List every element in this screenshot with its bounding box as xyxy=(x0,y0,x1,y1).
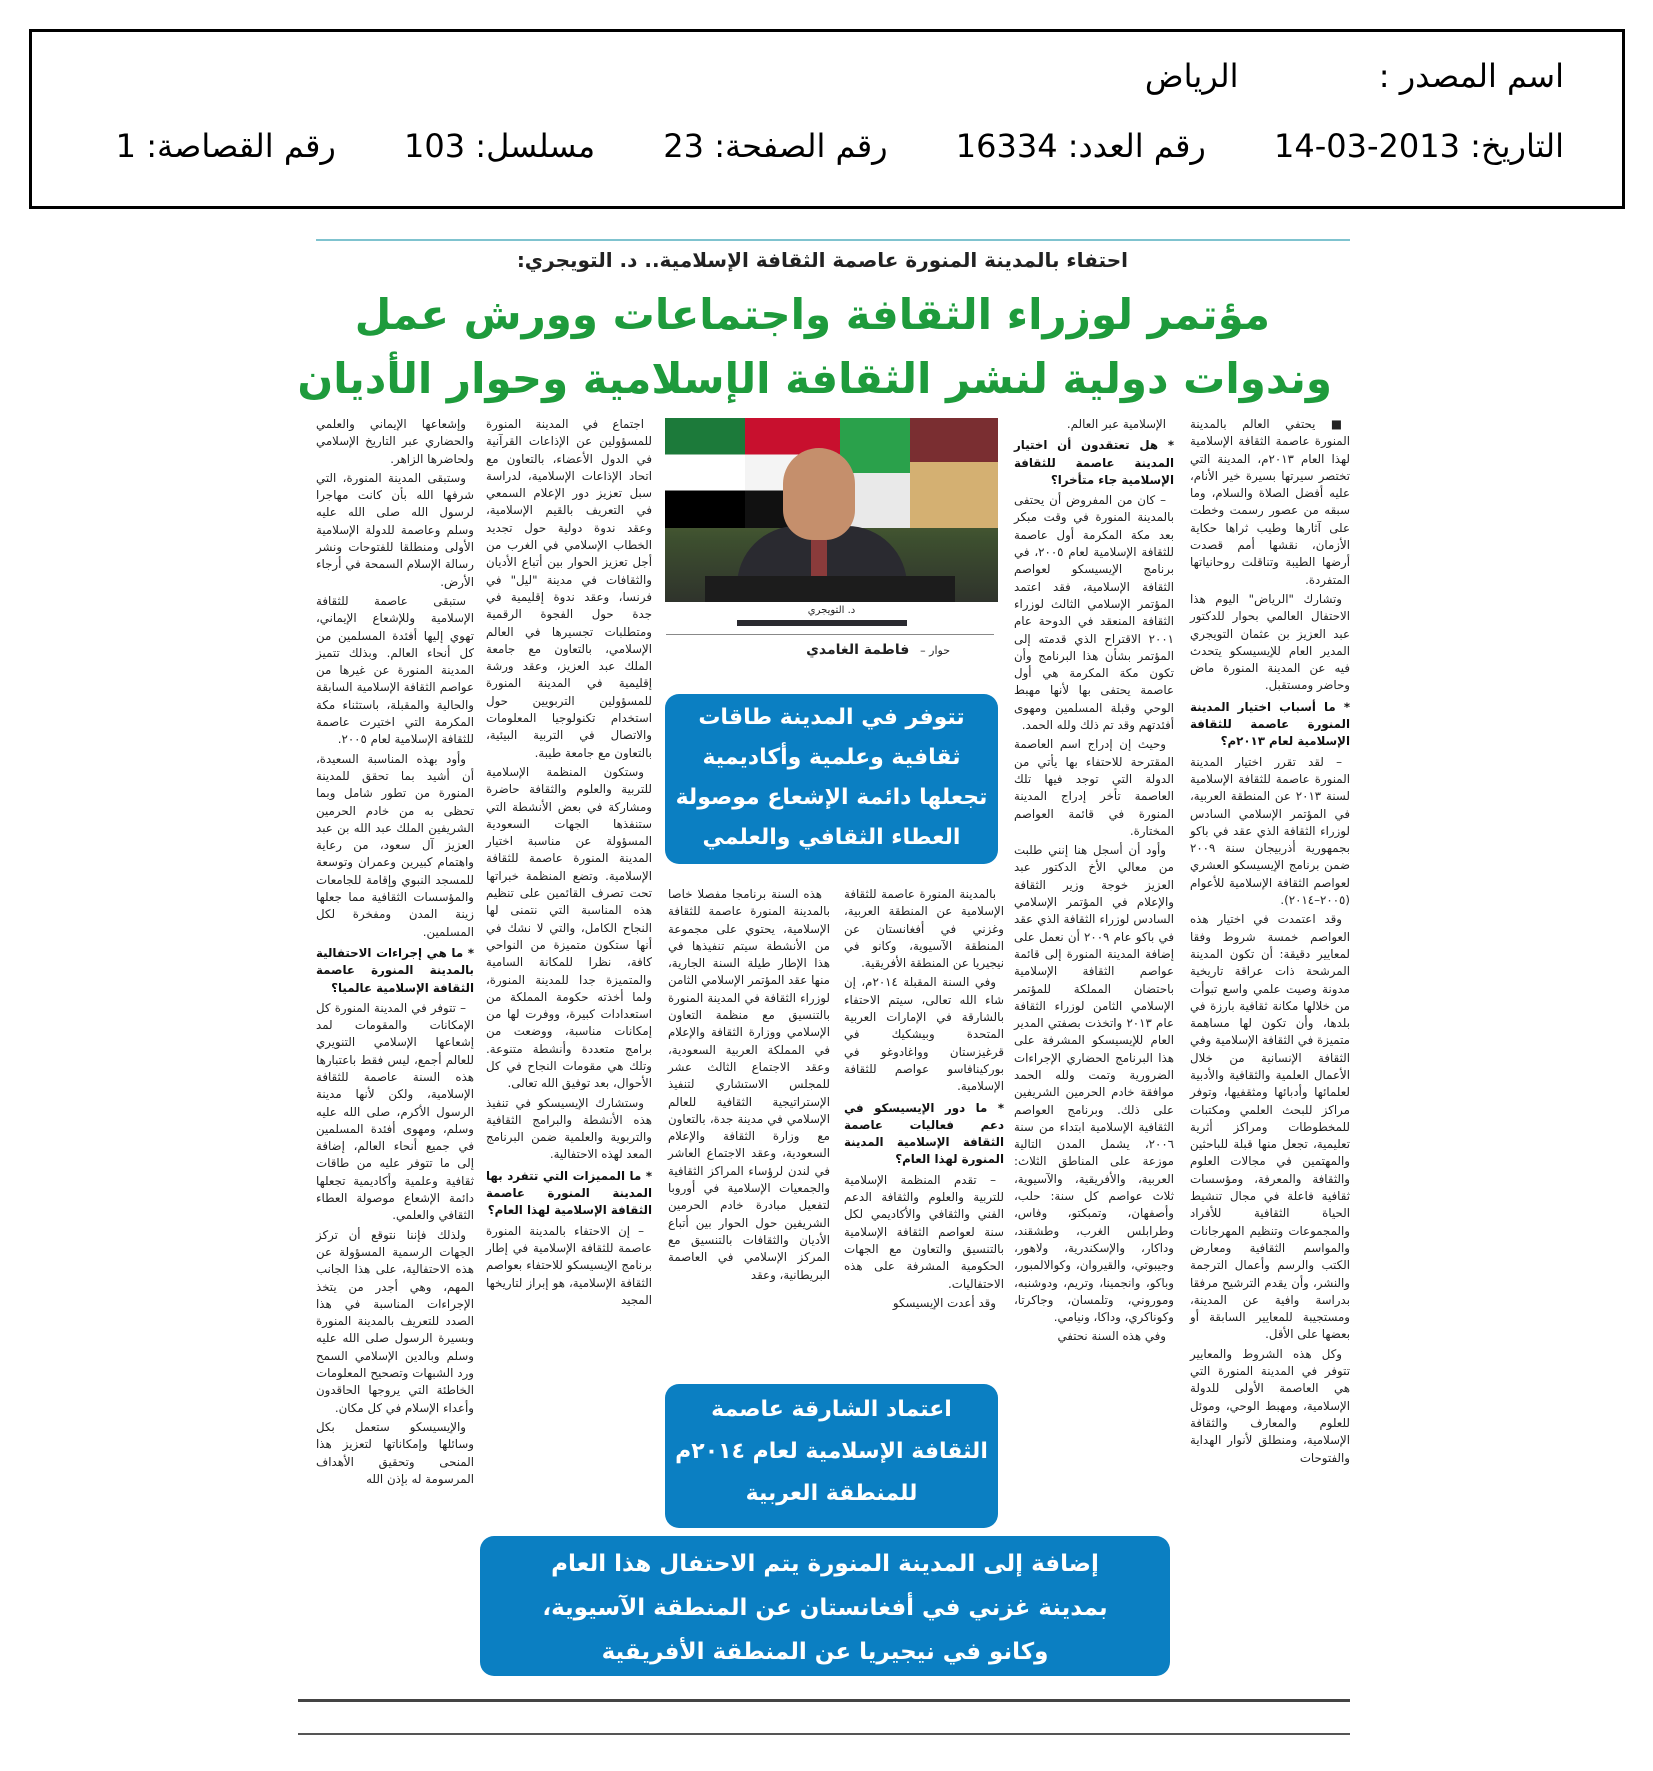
paragraph: وحيث إن إدراج اسم العاصمة المقترحة للاحتفاء بها يأتي من الدولة التي توجد فيها تلك العاصمة تأخر إدراج المدينة المنورة في قائمة العواصم المختارة. xyxy=(1014,737,1174,838)
pull-quote-1 xyxy=(665,694,998,864)
pull-quote-line: إضافة إلى المدينة المنورة يتم الاحتفال هذا العام xyxy=(551,1551,1099,1577)
paragraph: – لقد تقرر اختيار المدينة المنورة عاصمة للثقافة الإسلامية لسنة ٢٠١٣ عن المنطقة العربية، في المؤتمر الإسلامي السادس لوزراء الثقافة الذي عقد في باكو بجمهورية أذربيجان سنة ٢٠٠٩ ضمن برنامج الإيسيسكو العشري لعواصم الثقافة الإسلامية للأعوام (٢٠٠٥–٢٠١٤). xyxy=(1190,754,1350,908)
pull-quote-2 xyxy=(665,1384,998,1528)
page-label: رقم الصفحة: xyxy=(714,127,888,165)
article-photo xyxy=(665,418,998,620)
clipping-metadata-box xyxy=(29,29,1625,209)
issue-field xyxy=(946,127,1206,165)
flag-image xyxy=(910,418,998,528)
paragraph: ستبقى عاصمة للثقافة الإسلامية وللإشعاع الإيماني، تهوي إليها أفئدة المسلمين من كل أنحاء العالم. وبذلك تتميز المدينة المنورة عن غيرها من عواصم الثقافة الإسلامية السابقة والحالية والمقبلة، باستثناء مكة المكرمة التي اختيرت عاصمة للثقافة الإسلامية لعام ٢٠٠٥. xyxy=(316,593,474,747)
paragraph: – إن الاحتفاء بالمدينة المنورة عاصمة للثقافة الإسلامية في إطار برنامج الإيسيسكو للاحتفاء بعواصم الثقافة الإسلامية، هو إبراز لتاريخها المجيد xyxy=(486,1223,652,1307)
paragraph: وفي السنة المقبلة ٢٠١٤م، إن شاء الله تعالى، سيتم الاحتفاء بالشارقة في الإمارات العربية المتحدة وبيشكيك في قرغيزستان وواغادوغو في بوركينافاسو عواصم للثقافة الإسلامية. xyxy=(844,975,1004,1094)
page-value: 23 xyxy=(663,127,705,165)
interview-question: * ما هي إجراءات الاحتفالية بالمدينة المنورة عاصمة الثقافة الإسلامية عالميا؟ xyxy=(316,945,474,995)
article-kicker: احتفاء بالمدينة المنورة عاصمة الثقافة الإسلامية.. د. التويجري: xyxy=(516,248,1128,272)
pull-quote-line: اعتماد الشارقة عاصمة xyxy=(711,1397,952,1422)
top-rule xyxy=(316,239,1350,241)
issue-value: 16334 xyxy=(955,127,1058,165)
paragraph: وقد اعتمدت في اختيار هذه العواصم خمسة شروط وفقا لمعايير دقيقة: أن تكون المدينة المرشحة ذات عراقة تاريخية مدونة وصيت علمي واسع تبوأت من خلالها مكانة ثقافية بارزة في بلدها، وأن تكون لها مساهمة متميزة في الثقافة الإسلامية وفي الثقافة الإنسانية من خلال الأعمال العلمية والثقافية والأدبية لعلمائها وأدبائها ومثقفيها، وتوفر مراكز للبحث العلمي ومكتبات للمخطوطات ومراكز أثرية تعليمية، تجعل منها قبلة للباحثين والمهتمين في مجالات العلوم والثقافة والمعرفة، ومؤسسات ثقافية فاعلة في مجال تنشيط الحياة الثقافية للأفراد والمجموعات وتنظيم المهرجانات والمواسم الثقافية ومعارض الكتب والرسم وأعمال الترجمة والنشر، وأن يقدم الترشيح مرفقا بدراسة وافية عن المدينة، ومستجيبة للمعايير السابقة أو بعضها على الأقل. xyxy=(1190,912,1350,1342)
paragraph: اجتماع في المدينة المنورة للمسؤولين عن الإذاعات القرآنية في الدول الأعضاء، بالتعاون مع اتحاد الإذاعات الإسلامية، لدراسة سبل تعزيز دور الإعلام السمعي في التعريف بالقيم الإسلامية، وعقد ندوة دولية حول تجديد الخطاب الإسلامي في الغرب من أجل تعزيز الحوار بين أتباع الأديان والثقافات في مدينة "ليل" في فرنسا، وعقد ندوة إقليمية في جدة حول الفجوة الرقمية ومتطلبات تجسيرها في العالم الإسلامي، بالتعاون مع جامعة الملك عبد العزيز، وعقد ورشة إقليمية في المدينة المنورة للمسؤولين التربويين حول استخدام تكنولوجيا المعلومات والاتصال في التربية البيئية، بالتعاون مع جامعة طيبة. xyxy=(486,417,652,760)
source-value: الرياض xyxy=(1144,57,1239,95)
interview-question: * هل تعتقدون أن اختيار المدينة عاصمة للثقافة الإسلامية جاء متأخرا؟ xyxy=(1014,438,1174,487)
article-column-2 xyxy=(1014,416,1174,1696)
date-label: التاريخ: xyxy=(1470,127,1564,165)
paragraph: وستشارك الإيسيسكو في تنفيذ هذه الأنشطة والبرامج الثقافية والتربوية والعلمية ضمن البرنامج المعد لهذه الاحتفالية. xyxy=(486,1095,652,1162)
paragraph: هذه السنة برنامجا مفصلا خاصا بالمدينة المنورة عاصمة للثقافة الإسلامية، يحتوي على مجموعة من الأنشطة سيتم تنفيذها في هذا الإطار طيلة السنة الجارية، منها عقد المؤتمر الإسلامي الثامن لوزراء الثقافة في المدينة المنورة بالتنسيق مع منظمة التعاون الإسلامي ووزارة الثقافة والإعلام في المملكة العربية السعودية، وعقد الاجتماع الثالث عشر للمجلس الاستشاري لتنفيذ الإستراتيجية الثقافية للعالم الإسلامي في مدينة جدة، بالتعاون مع وزارة الثقافة والإعلام السعودية، وعقد الاجتماع العاشر في لندن لرؤساء المراكز الثقافية والجمعيات الإسلامية في أوروبا لتفعيل مبادرة خادم الحرمين الشريفين حول الحوار بين أتباع الأديان والثقافات بالتنسيق مع المركز الإسلامي في العاصمة البريطانية، وعقد xyxy=(668,887,830,1282)
clip-edge-rule xyxy=(298,1733,1350,1735)
paragraph: وتشارك "الرياض" اليوم هذا الاحتفال العالمي بحوار للدكتور عبد العزيز بن عثمان التويجري المدير العام للإيسيسكو يتحدث فيه عن المدينة المنورة ماض وحاضر ومستقبل. xyxy=(1190,591,1350,693)
date-field xyxy=(1264,127,1564,165)
source-line xyxy=(1145,57,1564,95)
paragraph: وإشعاعها الإيماني والعلمي والحضاري عبر التاريخ الإسلامي ولحاضرها الزاهر. xyxy=(316,417,474,466)
paragraph: ولذلك فإننا نتوقع أن تركز الجهات الرسمية المسؤولة عن هذه الاحتفالية، على هذا الجانب المهم، وهي أجدر من يتخذ الإجراءات المناسبة في هذا الصدد للتعريف بالمدينة المنورة وبسيرة الرسول صلى الله عليه وسلم وبالدين الإسلامي السمح ورد الشبهات وتصحيح المعلومات الخاطئة التي يروجها الحاقدون وأعداء الإسلام في كل مكان. xyxy=(316,1227,474,1415)
article-column-6 xyxy=(316,416,474,1696)
headline-line-1: مؤتمر لوزراء الثقافة واجتماعات وورش عمل xyxy=(354,290,1270,339)
paragraph: وكل هذه الشروط والمعايير تتوفر في المدينة المنورة التي هي العاصمة الأولى للدولة الإسلامية، ومهبط الوحي، وموئل للعلوم والمعارف والثقافة الإسلامية، ومنطلق لأنوار الهداية والفتوحات xyxy=(1190,1346,1350,1465)
paragraph: وستبقى المدينة المنورة، التي شرفها الله بأن كانت مهاجرا لرسول الله صلى الله عليه وسلم وعاصمة للدولة الإسلامية الأولى ومنطلقا للفتوحات ونشر رسالة الإسلام السمحة في أرجاء الأرض. xyxy=(316,470,474,589)
article-column-4 xyxy=(668,886,830,1282)
article-column-1 xyxy=(1190,416,1350,1696)
interview-question: * ما أسباب اختيار المدينة المنورة عاصمة للثقافة الإسلامية لعام ٢٠١٣م؟ xyxy=(1190,699,1350,749)
paragraph: – كان من المفروض أن يحتفى بالمدينة المنورة في وقت مبكر بعد مكة المكرمة أول عاصمة للثقافة الإسلامية لعام ٢٠٠٥، في برنامج الإيسيسكو لعواصم الثقافة الإسلامية، فقد اعتمد المؤتمر الإسلامي الثالث لوزراء الثقافة المنعقد في الدوحة عام ٢٠٠١ الاقتراح الذي قدمته إلى المؤتمر بشأن هذا البرنامج وأن تكون مكة المكرمة هي أول عاصمة يحتفى بها لأنها مهبط الوحي وقبلة المسلمين ومهوى أفئدتهم وقد تم ذلك ولله الحمد. xyxy=(1014,493,1175,733)
paragraph: وقد أعدت الإيسيسكو xyxy=(892,1295,996,1310)
serial-field xyxy=(394,127,595,165)
page-field xyxy=(653,127,887,165)
article-column-3 xyxy=(844,886,1004,1310)
pull-quote-line: العطاء الثقافي والعلمي xyxy=(702,825,961,850)
paragraph: بالمدينة المنورة عاصمة للثقافة الإسلامية عن المنطقة العربية، وغزني في أفغانستان عن المنطقة الآسيوية، وكانو في نيجيريا عن المنطقة الأفريقية. xyxy=(844,887,1004,971)
interview-question: * ما دور الإيسيسكو في دعم فعاليات عاصمة الثقافة الإسلامية المدينة المنورة لهذا العام؟ xyxy=(844,1100,1004,1167)
paragraph: وستكون المنظمة الإسلامية للتربية والعلوم والثقافة حاضرة ومشاركة في بعض الأنشطة التي ستنفذها الجهات السعودية المسؤولة عن مناسبة اختيار المدينة المنورة عاصمة للثقافة الإسلامية. وتضع المنظمة خبراتها تحت تصرف القائمين على تنظيم هذه المناسبة التي نتمنى لها النجاح الكامل، والتي لا نشك في أنها ستكون متميزة من النواحي كافة، نظرا للمكانة السامية والمتميزة جدا للمدينة المنورة، ولما أخذته حكومة المملكة من استعدادات كبيرة، ووفرت لها من إمكانات مناسبة، ووضعت من برامج متعددة وأنشطة متنوعة. وتلك هي مقومات النجاح في كل الأحوال، بعد توفيق الله تعالى. xyxy=(486,764,652,1091)
source-label: اسم المصدر : xyxy=(1378,57,1564,95)
paragraph: وأود بهذه المناسبة السعيدة، أن أشيد بما تحقق للمدينة المنورة من تطور شامل وبما تحظى به من خادم الحرمين الشريفين الملك عبد الله بن عبد العزيز آل سعود، من رعاية واهتمام كبيرين وعمران وتوسعة للمسجد النبوي وإقامة للجامعات والمؤسسات الثقافية مما جعلها زينة المدن ومفخرة لكل المسلمين. xyxy=(316,751,474,939)
paragraph: الإسلامية عبر العالم. xyxy=(1066,417,1166,431)
paragraph: – تقدم المنظمة الإسلامية للتربية والعلوم والثقافة الدعم الفني والثقافي والأكاديمي لكل سنة لعواصم الثقافة الإسلامية بالتنسيق والتعاون مع الجهات الحكومية المشرفة على هذه الاحتفاليات. xyxy=(844,1172,1004,1291)
details-line xyxy=(116,127,1564,165)
pull-quote-3 xyxy=(480,1536,1170,1676)
pull-quote-line: وكانو في نيجيريا عن المنطقة الأفريقية xyxy=(601,1639,1049,1665)
speaker-head xyxy=(783,448,855,540)
pull-quote-line: ثقافية وعلمية وأكاديمية xyxy=(702,745,961,770)
paragraph: والإيسيسكو ستعمل بكل وسائلها وإمكاناتها لتعزيز هذا المنحى وتحقيق الأهداف المرسومة له بإذن الله xyxy=(316,1419,474,1486)
issue-label: رقم العدد: xyxy=(1067,127,1206,165)
byline-prefix: حوار – xyxy=(920,644,950,657)
bottom-rule xyxy=(298,1699,1350,1702)
paragraph: وأود أن أسجل هنا إنني طلبت من معالي الأخ الدكتور عبد العزيز خوجة وزير الثقافة والإعلام في المؤتمر الإسلامي السادس لوزراء الثقافة الذي عقد في باكو عام ٢٠٠٩ أن نعمل على إضافة المدينة المنورة إلى قائمة عواصم الثقافة الإسلامية باحتضان المملكة للمؤتمر الإسلامي الثامن لوزراء الثقافة عام ٢٠١٣ واتخذت بصفتي المدير العام للإيسيسكو المشرفة على هذا البرنامج الحضاري الإجراءات الضرورية وتمت ولله الحمد موافقة خادم الحرمين الشريفين على ذلك. وبرنامج العواصم الثقافية الإسلامية ابتداء من سنة ٢٠٠٦، يشمل المدن التالية موزعة على المناطق الثلاث: العربية، والأفريقية، والآسيوية، ثلاث عواصم كل سنة: حلب، وأصفهان، وتمبكتو، وفاس، وطرابلس الغرب، وطشقند، وداكار، والإسكندرية، ولاهور، وجيبوتي، والقيروان، وكوالالمبور، وباكو، وانجمينا، وتريم، ودوشنبه، وموروني، وتلمسان، وجاكرتا، وكوناكري، وداكا، ونيامي. xyxy=(1014,843,1174,1325)
interview-question: * ما المميزات التي تتفرد بها المدينة المنورة عاصمة الثقافة الإسلامية لهذا العام؟ xyxy=(486,1168,652,1218)
article-column-5 xyxy=(486,416,652,1696)
flag-image xyxy=(665,418,745,528)
clip-field xyxy=(116,127,336,165)
serial-value: 103 xyxy=(404,127,466,165)
pull-quote-line: للمنطقة العربية xyxy=(745,1481,918,1506)
byline xyxy=(806,642,950,658)
clip-label: رقم القصاصة: xyxy=(146,127,336,165)
paragraph: – تتوفر في المدينة المنورة كل الإمكانات والمقومات لمد إشعاعها الإسلامي التنويري للعالم أجمع، ليس فقط باعتبارها هذه السنة عاصمة للثقافة الإسلامية، ولكن لأنها مدينة الرسول الأكرم، صلى الله عليه وسلم، ومهوى أفئدة المسلمين في جميع أنحاء العالم، إضافة إلى ما تتوفر عليه من طاقات ثقافية وعلمية وأكاديمية تجعلها دائمة الإشعاع موصولة العطاء الثقافي والعلمي. xyxy=(316,1000,474,1223)
byline-rule xyxy=(666,634,994,635)
byline-name: فاطمة الغامدي xyxy=(806,642,910,658)
headline-line-2: وندوات دولية لنشر الثقافة الإسلامية وحوار الأديان xyxy=(297,354,1332,403)
pull-quote-line: تتوفر في المدينة طاقات xyxy=(698,705,965,730)
clip-value: 1 xyxy=(115,127,137,165)
pull-quote-line: بمدينة غزني في أفغانستان عن المنطقة الآسيوية، xyxy=(542,1595,1108,1621)
newspaper-clipping xyxy=(298,236,1350,1706)
paragraph: وفي هذه السنة نحتفي xyxy=(1057,1329,1166,1344)
pull-quote-line: تجعلها دائمة الإشعاع موصولة xyxy=(675,785,988,810)
photo-caption: د. التويجري xyxy=(665,602,998,620)
date-value: 2013-03-14 xyxy=(1274,127,1460,165)
paragraph: ■ يحتفي العالم بالمدينة المنورة عاصمة الثقافة الإسلامية لهذا العام ٢٠١٣م، المدينة التي تختصر سيرتها بسيرة خير الأنام، عليه أفضل الصلاة والسلام، وما سبقه من عصور رسمت وخطت على آثارها وطيب ثراها حكاية الأزمان، نقشها أمم قصدت أرضها الطيبة وتناقلت روحانياتها المتفردة. xyxy=(1190,417,1350,587)
pull-quote-line: الثقافة الإسلامية لعام ٢٠١٤م xyxy=(675,1439,988,1464)
serial-label: مسلسل: xyxy=(475,127,596,165)
